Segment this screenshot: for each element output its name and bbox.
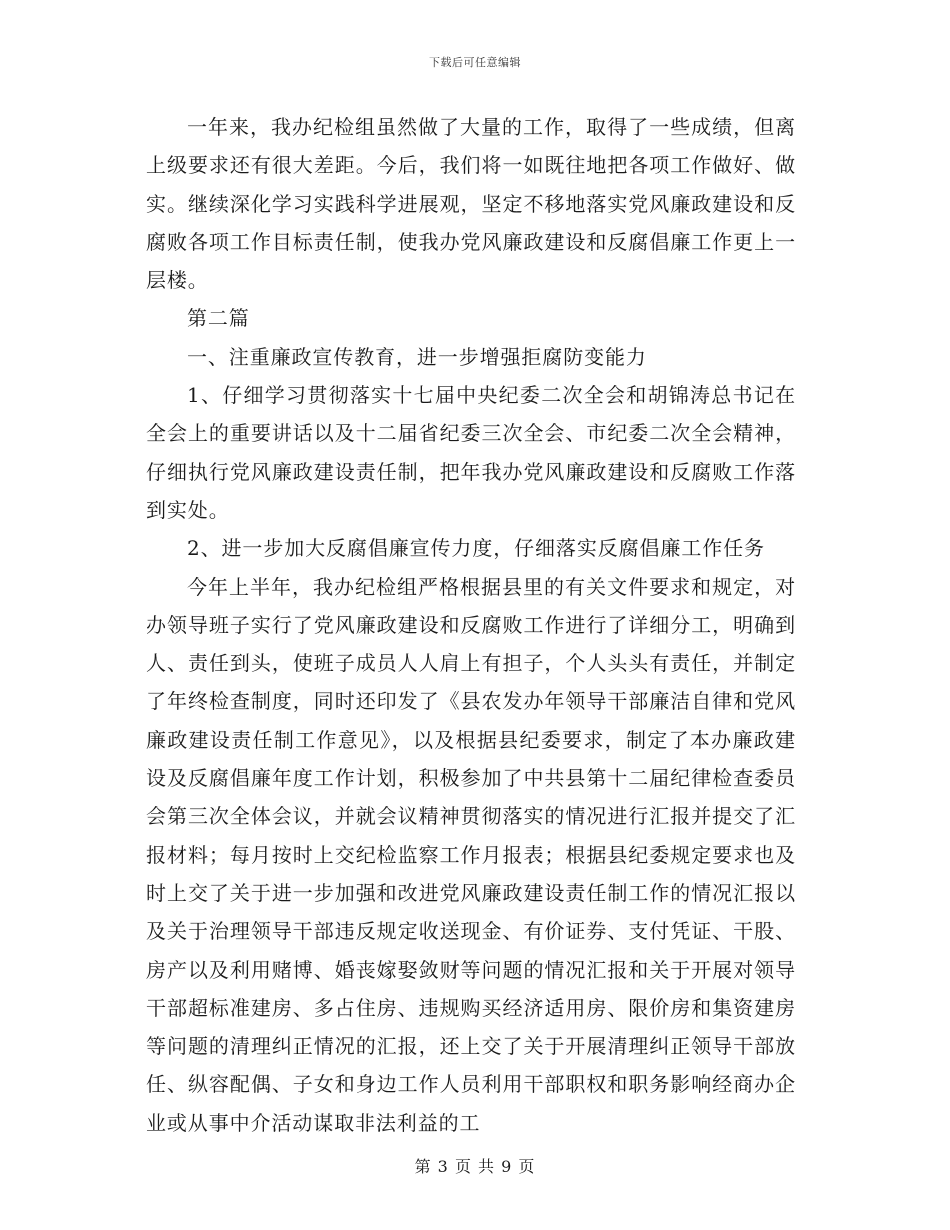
list-item-1: 1、仔细学习贯彻落实十七届中央纪委二次全会和胡锦涛总书记在全会上的重要讲话以及十二届省纪委三次全会、市纪委二次全会精神，仔细执行党风廉政建设责任制，把年我办党风廉政建设和反腐败工作落到实处。 (146, 383, 796, 522)
paragraph-summary: 一年来，我办纪检组虽然做了大量的工作，取得了一些成绩，但离上级要求还有很大差距。今后，我们将一如既往地把各项工作做好、做实。继续深化学习实践科学进展观，坚定不移地落实党风廉政建设和反腐败各项工作目标责任制，使我办党风廉政建设和反腐倡廉工作更上一层楼。 (146, 115, 796, 293)
list-item-2: 2、进一步加大反腐倡廉宣传力度，仔细落实反腐倡廉工作任务 (187, 536, 765, 561)
paragraph-body: 今年上半年，我办纪检组严格根据县里的有关文件要求和规定，对办领导班子实行了党风廉政建设和反腐败工作进行了详细分工，明确到人、责任到头，使班子成员人人肩上有担子，个人头头有责任，并制定了年终检查制度，同时还印发了《县农发办年领导干部廉洁自律和党风廉政建设责任制工作意见》，以及根据县纪委要求，制定了本办廉政建设及反腐倡廉年度工作计划，积极参加了中共县第十二届纪律检查委员会第三次全体会议，并就会议精神贯彻落实的情况进行汇报并提交了汇报材料；每月按时上交纪检监察工作月报表；根据县纪委规定要求也及时上交了关于进一步加强和改进党风廉政建设责任制工作的情况汇报以及关于治理领导干部违反规定收送现金、有价证券、支付凭证、干股、房产以及利用赌博、婚丧嫁娶敛财等问题的情况汇报和关于开展对领导干部超标准建房、多占住房、违规购买经济适用房、限价房和集资建房等问题的清理纠正情况的汇报，还上交了关于开展清理纠正领导干部放任、纵容配偶、子女和身边工作人员利用干部职权和职务影响经商办企业或从事中介活动谋取非法利益的工 (146, 574, 796, 1135)
page-header: 下载后可任意编辑 (429, 56, 521, 69)
heading-level-1: 一、注重廉政宣传教育，进一步增强拒腐防变能力 (187, 344, 647, 369)
page-number-footer: 第 3 页 共 9 页 (414, 1157, 536, 1176)
document-body (146, 108, 796, 1142)
section-title: 第二篇 (187, 306, 250, 331)
